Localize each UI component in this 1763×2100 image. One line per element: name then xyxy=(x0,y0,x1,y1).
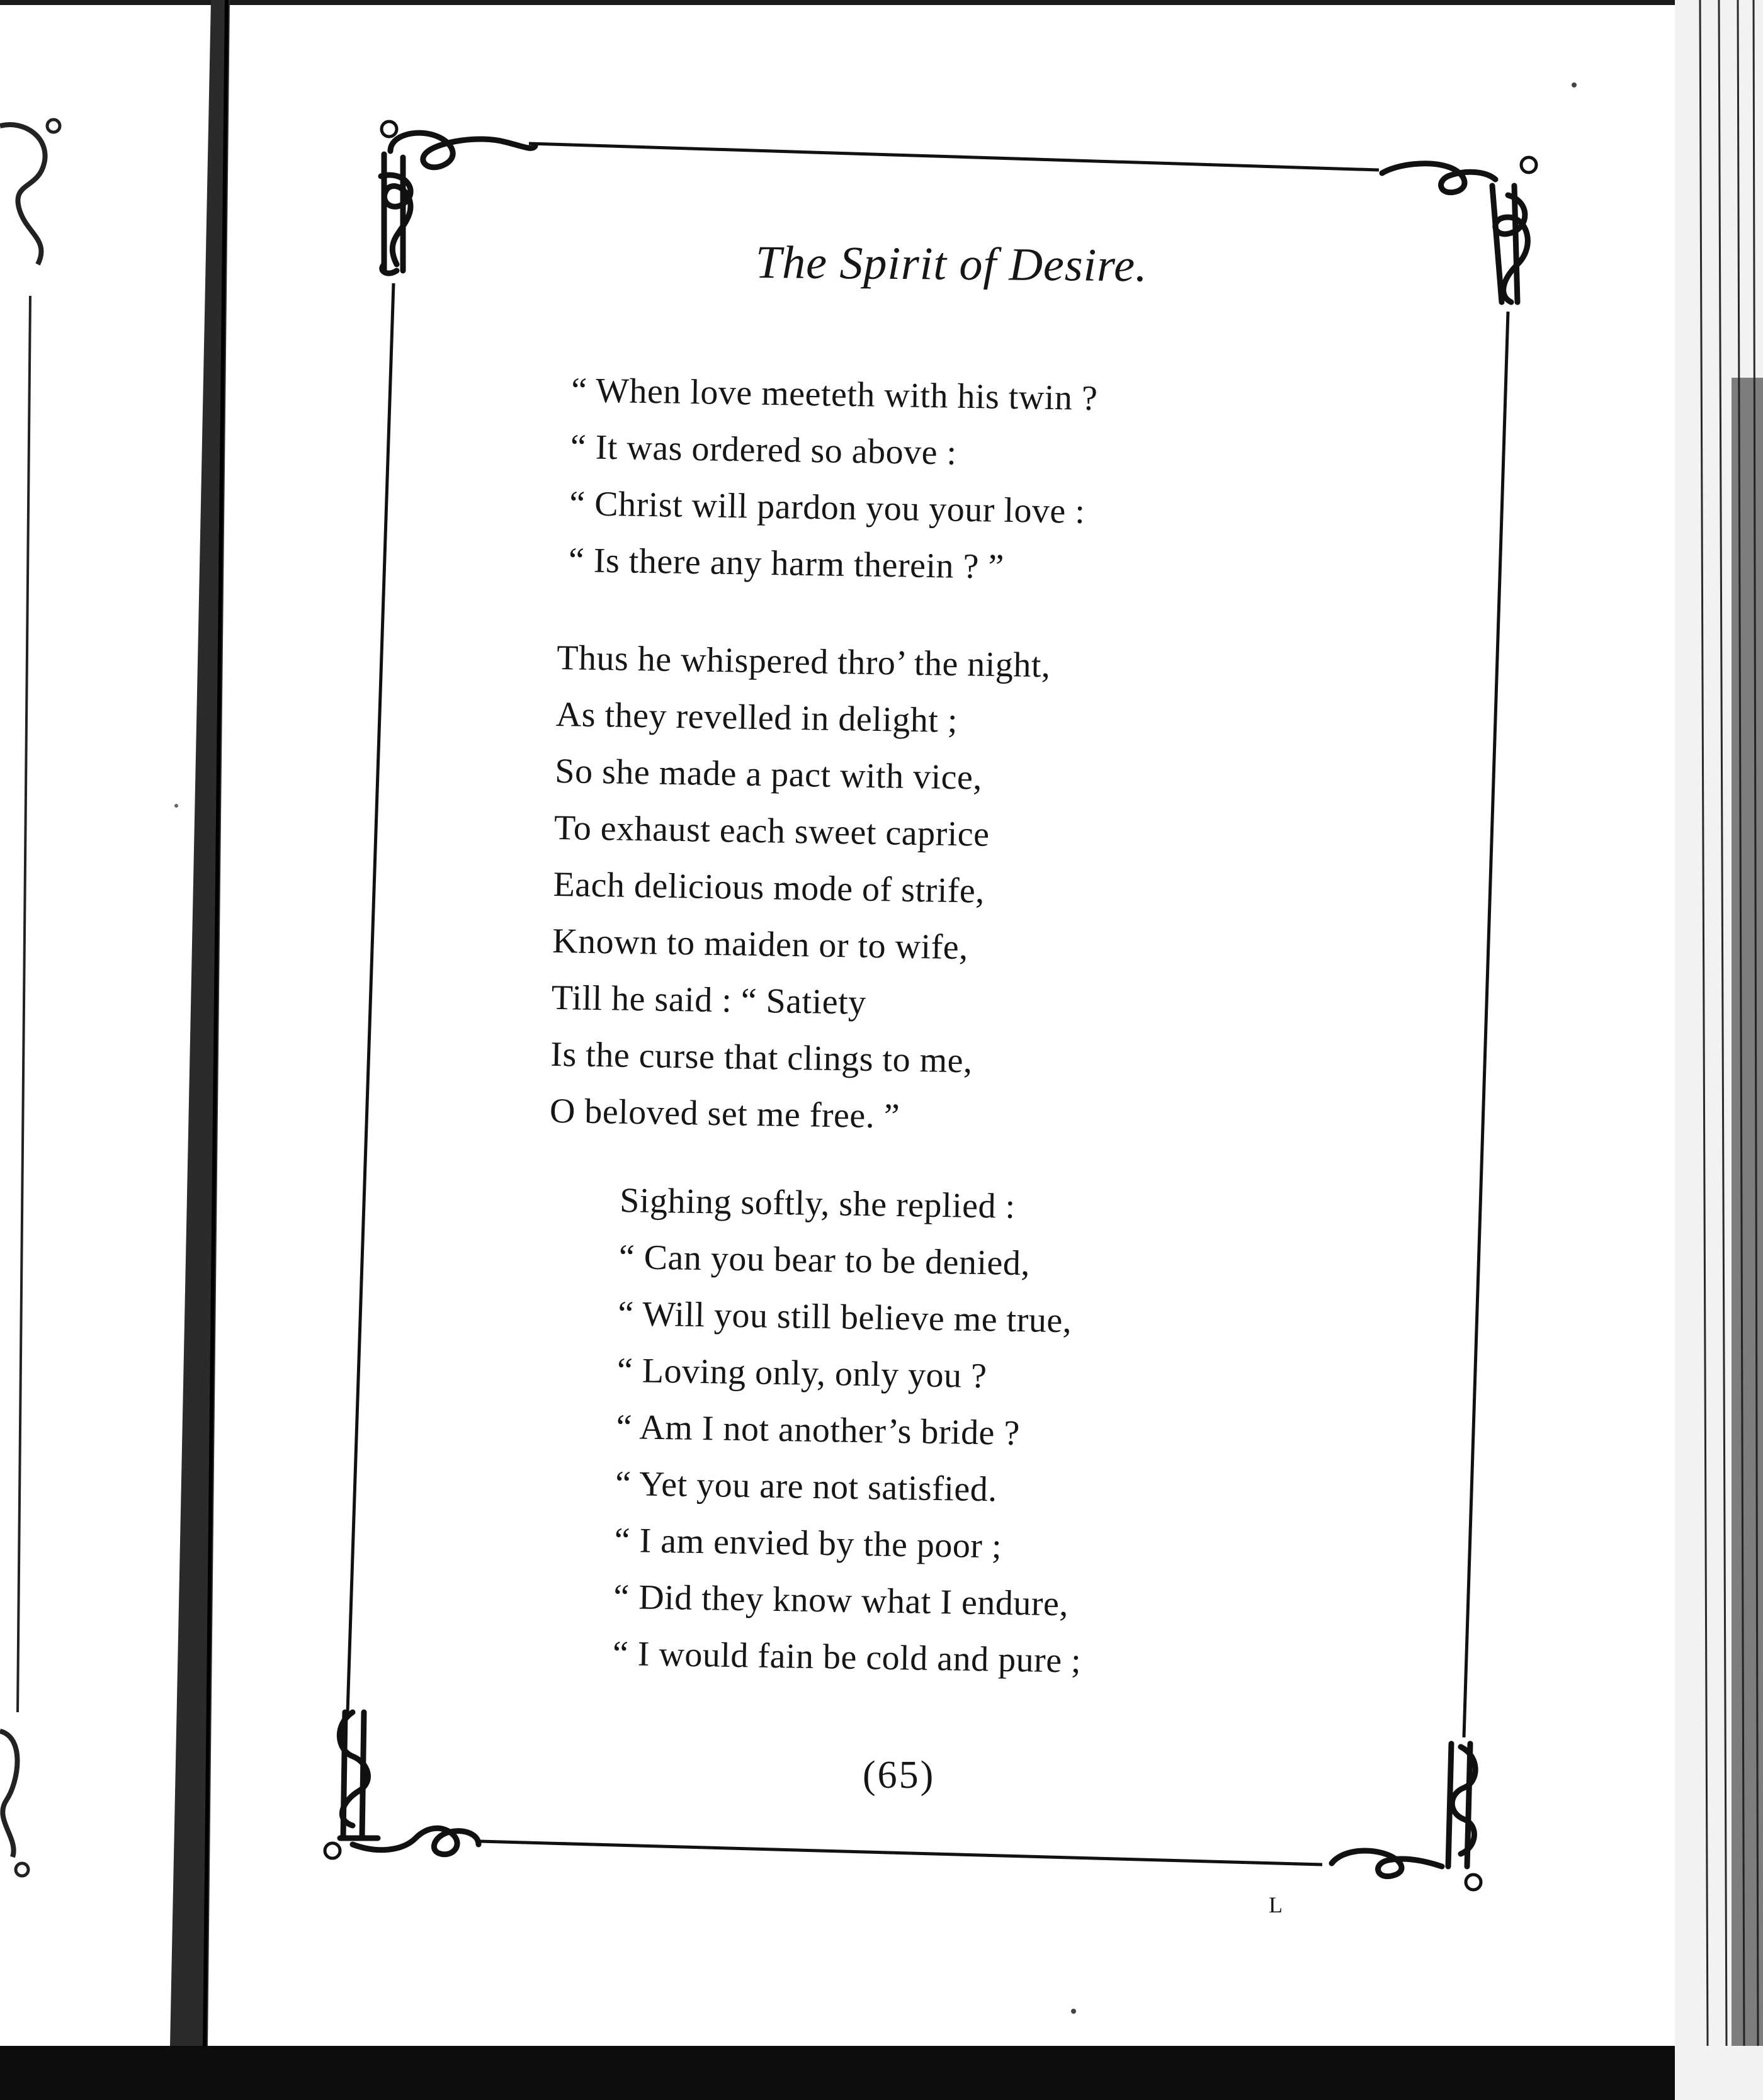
verse-line: “ Yet you are not satisfied. xyxy=(615,1464,998,1510)
verse-line: Known to maiden or to wife, xyxy=(552,921,969,968)
verse-line: “ It was ordered so above : xyxy=(570,427,958,473)
page-number: (65) xyxy=(863,1754,936,1797)
verse-line: As they revelled in delight ; xyxy=(555,694,958,741)
page-title: The Spirit of Desire. xyxy=(755,237,1148,292)
stanza-3 xyxy=(612,1172,1089,1690)
verse-line: Sighing softly, she replied : xyxy=(619,1180,1016,1226)
verse-line: Till he said : “ Satiety xyxy=(551,978,867,1022)
verse-line: So she made a pact with vice, xyxy=(554,751,983,798)
stanza-1 xyxy=(568,362,1098,597)
verse-line: “ Is there any harm therein ? ” xyxy=(568,540,1005,587)
verse-line: “ Did they know what I endure, xyxy=(613,1577,1069,1624)
verse-line: “ When love meeteth with his twin ? xyxy=(570,370,1098,419)
verse-line: “ I would fain be cold and pure ; xyxy=(612,1634,1082,1681)
verse-line: “ Christ will pardon you your love : xyxy=(569,483,1086,531)
verse-line: “ Loving only, only you ? xyxy=(616,1350,987,1396)
verse-line: “ Will you still believe me true, xyxy=(617,1294,1072,1341)
verse-line: To exhaust each sweet caprice xyxy=(553,808,990,854)
verse-line: Each delicious mode of strife, xyxy=(553,864,985,911)
verse-line: “ I am envied by the poor ; xyxy=(614,1520,1002,1566)
verse-line: O beloved set me free. ” xyxy=(549,1091,900,1136)
verse-line: “ Am I not another’s bride ? xyxy=(616,1407,1021,1454)
verse-line: Is the curse that clings to me, xyxy=(550,1034,973,1081)
signature-mark: L xyxy=(1269,1892,1284,1917)
verse-line: “ Can you bear to be denied, xyxy=(618,1237,1031,1284)
verse-line: Thus he whispered thro’ the night, xyxy=(556,638,1051,686)
stanza-2 xyxy=(549,629,1051,1147)
